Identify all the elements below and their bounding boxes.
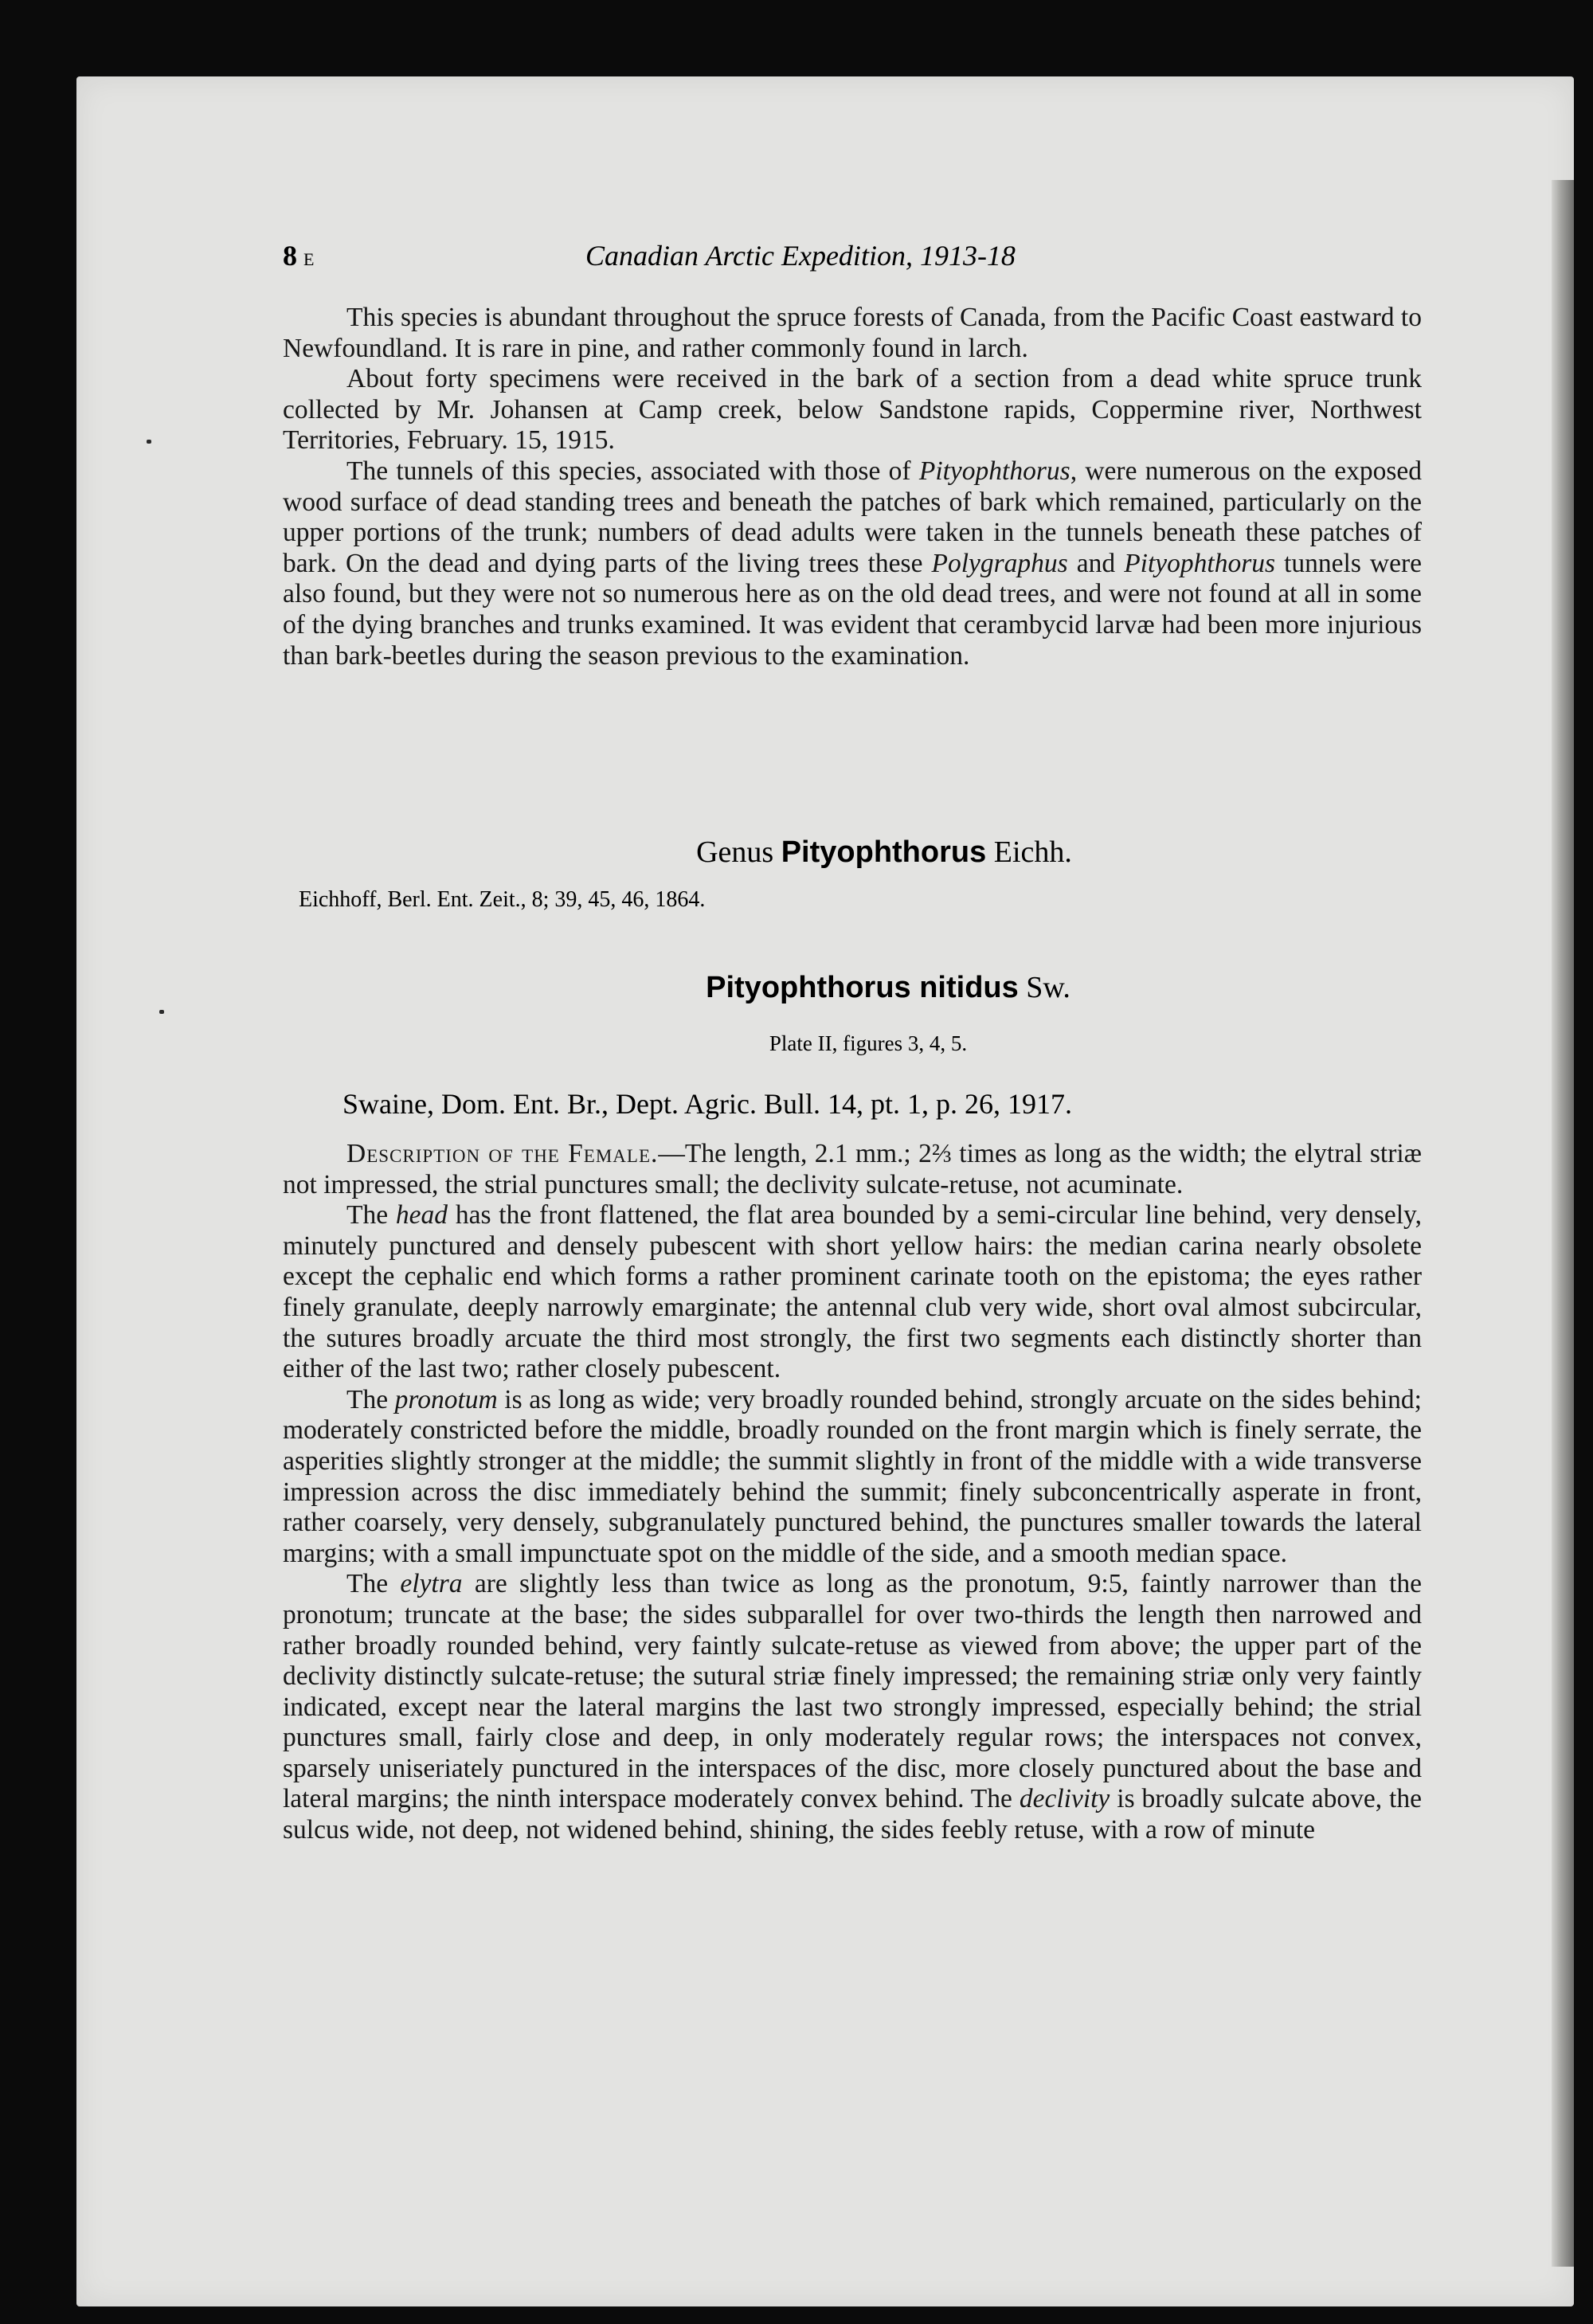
- paragraph-elytra: The elytra are slightly less than twice as long as the pronotum, 9:5, faintly narrower than the pronotum; truncate at the base; the sides subparallel for over two-thirds the length then narrowed and rather broadly rounded behind, very faintly sulcate-retuse as viewed from above; the upper part of the declivity distinctly sulcate-retuse; the sutural striæ finely impressed; the remaining striæ only very faintly indicated, except near the lateral margins the last two strongly impressed, especially behind; the strial punctures small, fairly close and deep, in only moderately regular rows; the interspaces not convex, sparsely uniseriately punctured in the interspaces of the disc, more closely punctured about the base and lateral margins; the ninth interspace moderately convex behind. The declivity is broadly sulcate above, the sulcus wide, not deep, not widened behind, shining, the sides feebly retuse, with a row of minute: [283, 1569, 1423, 1845]
- speck-mark: [159, 1010, 164, 1014]
- page-header: [283, 239, 1422, 276]
- head-label: head: [395, 1200, 448, 1230]
- genus-prefix: Genus: [696, 835, 774, 869]
- genus-name: Pityophthorus: [781, 835, 987, 869]
- description-heading: Description of the Female.: [346, 1139, 659, 1168]
- description-text: [283, 1139, 1422, 1846]
- elytra-text: are slightly less than twice as long as the pronotum, 9:5, faintly narrower than the pronotum; truncate at the base; the sides subparallel for over two-thirds the length then narrowed and rather broadly rounded behind, very faintly sulcate-retuse as viewed from above; the upper part of the declivity distinctly sulcate-retuse; the sutural striæ finely impressed; the remaining striæ only very faintly indicated, except near the lateral margins the last two strongly impressed, especially behind; the strial punctures small, fairly close and deep, in only moderately regular rows; the interspaces not convex, sparsely uniseriately punctured in the interspaces of the disc, more closely punctured about the base and lateral margins; the ninth interspace moderately convex behind.: [283, 1569, 1423, 1814]
- genus-author: Eichh.: [993, 835, 1072, 869]
- description-opening: —The length, 2.1 mm.; 2⅔ times as long as the width; the elytral striæ not impressed, the strial punctures small; the declivity sulcate-retuse, not acuminate.: [283, 1139, 1423, 1199]
- page-edge-shadow: [1552, 180, 1574, 2267]
- page-number: [283, 239, 314, 272]
- declivity-label: declivity: [1019, 1784, 1110, 1814]
- plate-reference: Plate II, figures 3, 4, 5.: [769, 1031, 968, 1055]
- folio-suffix: E: [303, 249, 315, 269]
- species-reference: Swaine, Dom. Ent. Br., Dept. Agric. Bull. 14, pt. 1, p. 26, 1917.: [342, 1088, 1072, 1120]
- speck-mark: [147, 440, 151, 444]
- species-author: Sw.: [1026, 971, 1070, 1004]
- genus-heading: [283, 835, 1422, 870]
- genus-reference: Eichhoff, Berl. Ent. Zeit., 8; 39, 45, 46, 1864.: [299, 887, 706, 912]
- paragraph-specimens: About forty specimens were received in the bark of a section from a dead white spruce trunk collected by Mr. Johansen at Camp creek, below Sandstone rapids, Coppermine river, Northwest Territories, February. 15, 1915.: [283, 364, 1422, 456]
- intro-text: [283, 303, 1422, 671]
- species-heading: [283, 970, 1422, 1005]
- species-name: Pityophthorus nitidus: [706, 971, 1019, 1004]
- paragraph-female-description: [283, 1139, 1422, 1200]
- paragraph-head: The head has the front flattened, the flat area bounded by a semi-circular line behind, very densely, minutely punctured and densely pubescent with short yellow hairs: the median carina nearly obsolete except the cephalic end which forms a rather prominent carinate tooth on the epistoma; the eyes rather finely granulate, deeply narrowly emarginate; the antennal club very wide, short oval almost subcircular, the sutures broadly arcuate the third most strongly, the first two segments each distinctly shorter than either of the last two; rather closely pubescent.: [283, 1200, 1422, 1384]
- head-text: has the front flattened, the flat area bounded by a semi-circular line behind, very densely, minutely punctured and densely pubescent with short yellow hairs: the median carina nearly obsolete except the cephalic end which forms a rather prominent carinate tooth on the epistoma; the eyes rather finely granulate, deeply narrowly emarginate; the antennal club very wide, short oval almost subcircular, the sutures broadly arcuate the third most strongly, the first two segments each distinctly shorter than either of the last two; rather closely pubescent.: [283, 1200, 1422, 1384]
- folio-number: 8: [283, 240, 297, 272]
- paragraph-tunnels: The tunnels of this species, associated with those of Pityophthorus, were numerous on the exposed wood surface of dead standing trees and beneath the patches of bark which remained, particularly on the upper portions of the trunk; numbers of dead adults were taken in the tunnels beneath these patches of bark. On the dead and dying parts of the living trees these Polygraphus and Pityophthorus tunnels were also found, but they were not so numerous here as on the old dead trees, and were not found at all in some of the dying branches and trunks examined. It was evident that cerambycid larvæ had been more injurious than bark-beetles during the season previous to the examination.: [283, 456, 1422, 671]
- paragraph-pronotum: The pronotum is as long as wide; very broadly rounded behind, strongly arcuate on the sides behind; moderately constricted before the middle, broadly rounded on the front margin which is finely serrate, the asperities slightly stronger at the middle; the summit slightly in front of the middle with a wide transverse impression across the disc immediately behind the summit; finely subconcentrically asperate in front, rather coarsely, very densely, subgranulately punctured behind, the punctures smaller towards the lateral margins; with a small impunctuate spot on the middle of the side, and a smooth median space.: [283, 1384, 1422, 1568]
- declivity-text: is broadly sulcate above, the sulcus wide, not deep, not widened behind, shining, the sides feebly retuse, with a row of minute: [283, 1784, 1423, 1845]
- pronotum-label: pronotum: [394, 1384, 498, 1414]
- pronotum-text: is as long as wide; very broadly rounded behind, strongly arcuate on the sides behind; moderately constricted before the middle, broadly rounded on the front margin which is finely serrate, the asperities slightly stronger at the middle; the summit slightly in front of the middle with a wide transverse impression across the disc immediately behind the summit; finely subconcentrically asperate in front, rather coarsely, very densely, subgranulately punctured behind, the punctures smaller towards the lateral margins; with a small impunctuate spot on the middle of the side, and a smooth median space.: [283, 1384, 1422, 1568]
- paragraph-distribution: This species is abundant throughout the spruce forests of Canada, from the Pacific Coast eastward to Newfoundland. It is rare in pine, and rather commonly found in larch.: [283, 303, 1422, 363]
- running-head: Canadian Arctic Expedition, 1913-18: [585, 240, 1016, 272]
- elytra-label: elytra: [400, 1569, 463, 1599]
